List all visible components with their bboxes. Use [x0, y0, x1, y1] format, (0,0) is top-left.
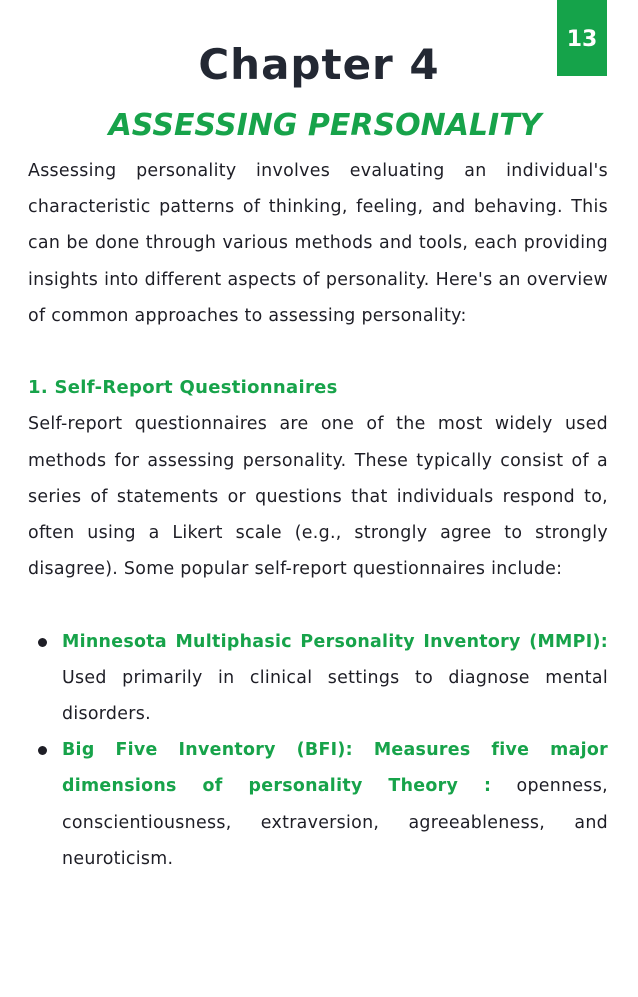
- bullet-icon: [38, 638, 47, 647]
- page-number-badge: 13: [557, 0, 607, 76]
- page-content: [28, 153, 608, 877]
- chapter-subtitle: ASSESSING PERSONALITY: [108, 108, 542, 143]
- intro-paragraph: Assessing personality involves evaluating an individual's characteristic patterns of thinking, feeling, and behaving. This can be done through various methods and tools, each providing insights into different aspects of personality. Here's an overview of common approaches to assessing personality:: [28, 161, 608, 326]
- spacer: [28, 334, 608, 370]
- list-item-text: openness, conscientiousness, extraversion, agreeableness, and neuroticism.: [62, 776, 608, 869]
- list-item: [28, 624, 608, 733]
- bullet-icon: [38, 746, 47, 755]
- section-paragraph: Self-report questionnaires are one of the most widely used methods for assessing personality. These typically consist of a series of statements or questions that individuals respond to, often using a Likert scale (e.g., strongly agree to strongly disagree). Some popular self-report questionnaires include:: [28, 414, 608, 580]
- section-heading: 1. Self-Report Questionnaires: [28, 377, 338, 399]
- chapter-title: Chapter 4: [198, 40, 440, 89]
- list-item-term: Big Five Inventory (BFI): Measures five major dimensions of personality Theory :: [62, 740, 608, 797]
- questionnaire-list: [28, 624, 608, 877]
- list-item: [28, 732, 608, 877]
- list-item-text: Used primarily in clinical settings to diagnose mental disorders.: [62, 667, 608, 725]
- list-item-term: Minnesota Multiphasic Personality Inventory (MMPI):: [62, 631, 608, 652]
- spacer: [28, 587, 608, 623]
